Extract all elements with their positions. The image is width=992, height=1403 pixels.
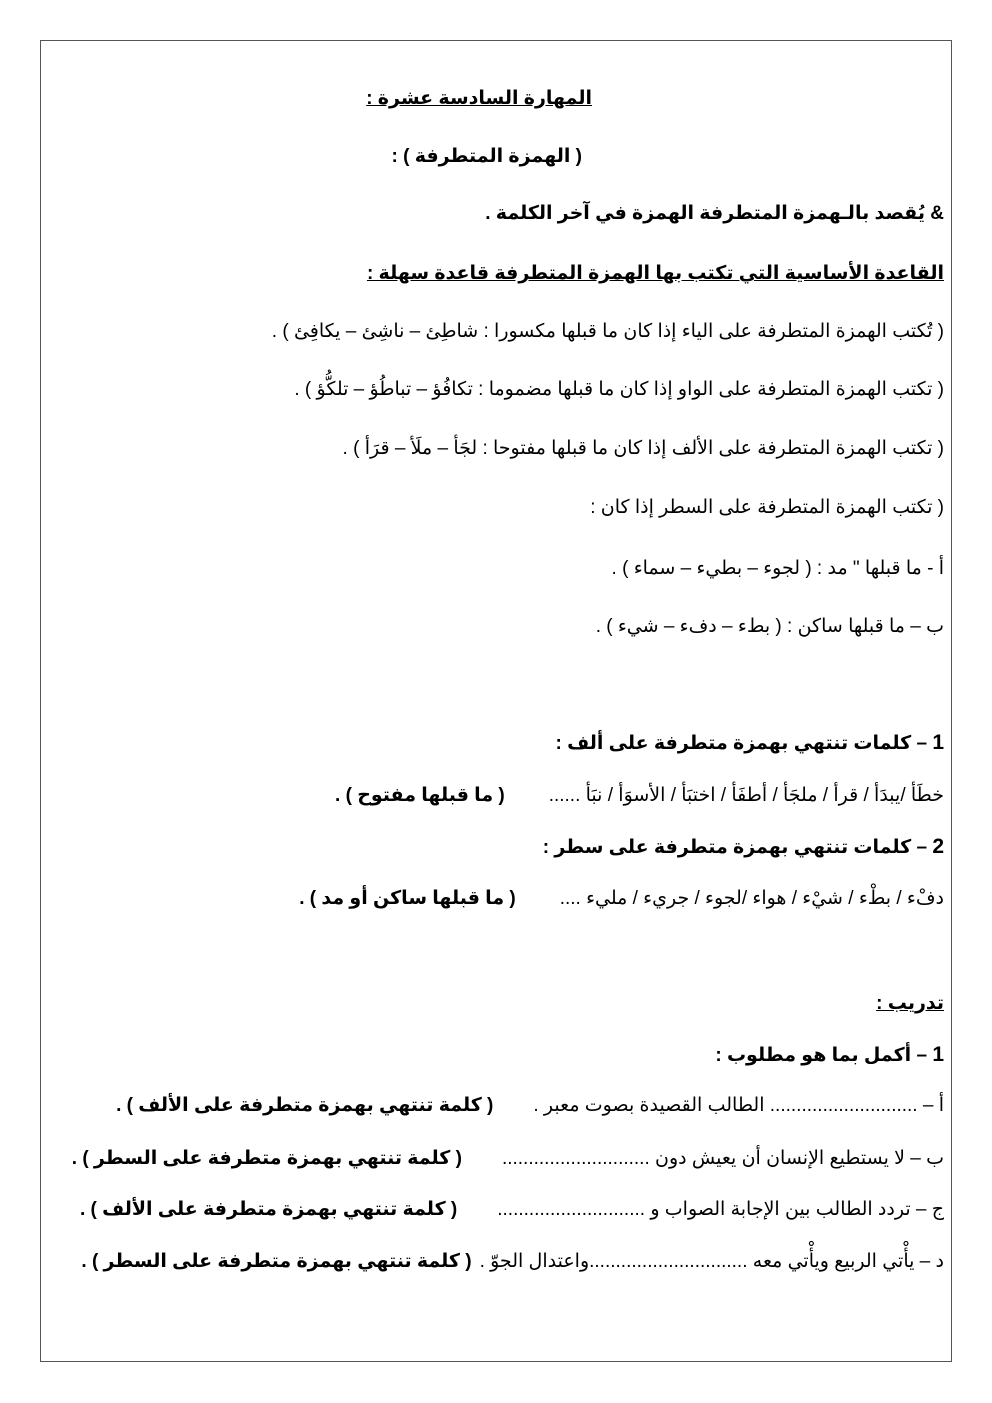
training-item-text: أ – ............................ الطالب القصيدة بصوت معبر . (533, 1095, 944, 1116)
training-question (715, 1042, 944, 1069)
section2-note: ( ما قبلها ساكن أو مد ) . (299, 888, 516, 909)
training-heading: تدريب : (876, 993, 944, 1014)
training-item (80, 1197, 944, 1223)
sub-rule-item: أ - ما قبلها " مد : ( لجوء – بطيء – سماء ) . (611, 558, 944, 579)
training-question-number: 1 (932, 1043, 944, 1066)
sub-rule-item: ب – ما قبلها ساكن : ( بطء – دفء – شيء ) . (595, 616, 944, 637)
training-item (72, 1146, 944, 1172)
rule-item: ( تُكتب الهمزة المتطرفة على الياء إذا كان ما قبلها مكسورا : شاطِئ – ناشِئ – يكافِئ ) . (271, 321, 944, 342)
section1-heading-text: – كلمات تنتهي بهمزة متطرفة على ألف : (555, 733, 928, 754)
section1-note: ( ما قبلها مفتوح ) . (335, 785, 505, 806)
training-item-hint: ( كلمة تنتهي بهمزة متطرفة على الألف ) . (116, 1095, 494, 1116)
section1-number: 1 (932, 731, 944, 754)
rule-item: ( تكتب الهمزة المتطرفة على الواو إذا كان ما قبلها مضموما : تكافُؤ – تباطُؤ – تلكُّؤ ) . (294, 379, 944, 400)
training-item-text: ج – تردد الطالب بين الإجابة الصواب و ............................ (497, 1199, 944, 1220)
training-item-text: د – يأْتي الربيع ويأْتي معه ..............................واعتدال الجوّ . (479, 1251, 944, 1272)
training-question-text: – أكمل بما هو مطلوب : (715, 1045, 928, 1066)
training-item-hint: ( كلمة تنتهي بهمزة متطرفة على الألف ) . (79, 1199, 458, 1220)
rule-heading: القاعدة الأساسية التي تكتب بها الهمزة المتطرفة قاعدة سهلة : (366, 263, 944, 284)
training-item (81, 1249, 944, 1275)
section1-heading (556, 730, 945, 757)
section2-words: دفْء / بطْء / شيْء / هواء /لجوء / جريء / مليء .... (559, 888, 944, 909)
training-item-hint: ( كلمة تنتهي بهمزة متطرفة على السطر ) . (71, 1148, 462, 1169)
training-item (116, 1093, 944, 1119)
section2-examples (299, 886, 944, 912)
section1-words: خطَأ /يبدَأ / قرأ / ملجَأ / أطفَأ / اختبَأ / الأسوَأ / نبَأ ...... (548, 785, 944, 806)
section2-number: 2 (932, 835, 944, 858)
rule-item: ( تكتب الهمزة المتطرفة على السطر إذا كان : (590, 497, 944, 518)
training-item-hint: ( كلمة تنتهي بهمزة متطرفة على السطر ) . (81, 1251, 472, 1272)
page-title: المهارة السادسة عشرة : (366, 88, 592, 109)
section2-heading-text: – كلمات تنتهي بهمزة متطرفة على سطر : (542, 837, 928, 858)
rule-item: ( تكتب الهمزة المتطرفة على الألف إذا كان ما قبلها مفتوحا : لجَأ – ملَأ – قرَأ ) . (342, 438, 944, 459)
page-subtitle: ( الهمزة المتطرفة ) : (391, 146, 582, 167)
training-item-text: ب – لا يستطيع الإنسان أن يعيش دون ............................ (501, 1148, 944, 1169)
section2-heading (543, 834, 944, 861)
section1-examples (335, 783, 944, 809)
definition: & يُقصد بالـهمزة المتطرفة الهمزة في آخر الكلمة . (485, 203, 944, 224)
